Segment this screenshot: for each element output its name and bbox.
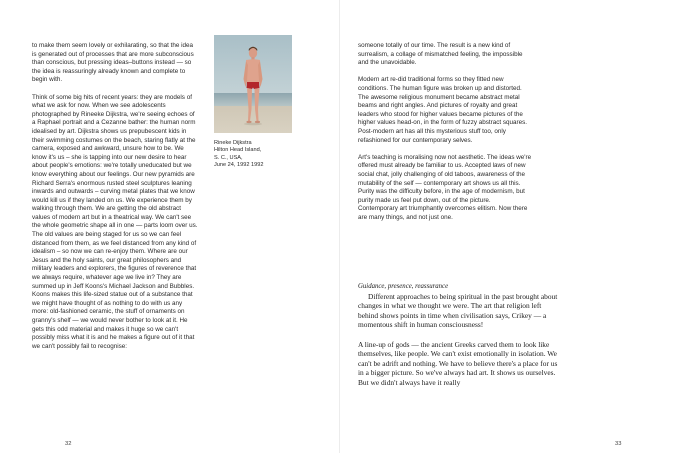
right-serif-section	[358, 282, 558, 388]
serif-paragraph: Different approaches to being spiritual in the past brought about changes in what we thought we were. The art that religion left behind shows points in time when civilisation says, Crikey — a momentous shift in human consciousness!	[358, 291, 558, 330]
caption-line: S. C., USA,	[214, 154, 243, 161]
paragraph: to make them seem lovely or exhilarating, so that the idea is generated out of processes that are more subconscious than conscious, but pressing ideas–buttons instead — so the idea is reassuringly already known and complete to begin with.	[32, 42, 194, 84]
page-number-left: 32	[65, 441, 72, 447]
photo-caption	[214, 140, 304, 169]
serif-paragraph: A line-up of gods — the ancient Greeks carved them to look like themselves, like people. We can't exist emotionally in isolation. We can't be adrift and nothing. We have to believe there's a place for us in a bigger picture. So we've always had art. It shows us ourselves. But we didn't always have it really	[358, 339, 558, 387]
section-heading: Guidance, presence, reassurance	[358, 283, 449, 290]
caption-line: Hilton Head Island,	[214, 147, 262, 154]
paragraph: someone totally of our time. The result is a new kind of surrealism, a collage of mismatched feeling, the impossible and the unavoidable.	[358, 42, 523, 67]
paragraph: Modern art re-did traditional forms so they fitted new conditions. The human figure was broken up and distorted. The awesome religious monument became abstract metal beams and right angles. And pictures of royalty and great leaders who stood for higher values became pictures of the higher values head-on, in the form of fuzzy abstract squares. Post-modern art has all this mysterious stuff too, only refashioned for our contemporary selves.	[358, 76, 528, 144]
right-text-column	[358, 42, 532, 222]
left-text-column	[32, 42, 198, 351]
caption-line: June 24, 1992 1992	[214, 161, 264, 168]
paragraph: Art's teaching is moralising now not aesthetic. The ideas we're offered must already be familiar to us. Accepted laws of new social chat, jolly challenging of old taboos, awareness of the mutability of the self — contemporary art shows us all this. Purity was the difficulty before, in the age of modernism, but purity made us feel put down, out of the picture. Contemporary art triumphantly overcomes elitism. Now there are many things, and not just one.	[358, 153, 532, 221]
caption-line: Rineke Dijkstra	[214, 140, 252, 146]
beach-photograph	[214, 35, 292, 133]
paragraph: Think of some big hits of recent years: they are models of what we ask for now. When we see adolescents photographed by Rineeke Dijkstra, we're seeing echoes of a Raphael portrait and a Cezanne bather: the human norm idealised by art. Dijkstra shows us prepubescent kids in their swimming costumes on the beach, staring flatly at the camera, exposed and awkward, unsure how to be. We know it's us – she is tapping into our new desire to hear about people's emotions: we're totally uneducated but we know everything about our feelings. Our new pyramids are Richard Serra's enormous rusted steel sculptures leaning inwards and outwards – curving metal plates that we know would kill us if they landed on us. We experience them by walking through them. We are getting the old abstract values of modern art but in a theatrical way. We can't see the whole geometric shape all in one — parts loom over us. The old values are being staged for us so we can feel distanced from them, as we feel distanced from any kind of idealism – so now we can re-enjoy them. Where are our Jesus and the holy saints, our great philosophers and military leaders and explorers, the figures of reverence that we always require, whatever age we live in? They are summed up in Jeff Koons's Michael Jackson and Bubbles. Koons makes this life-sized statue out of a substance that we might have thought of as nothing to do with us any more: old-fashioned ceramic, the stuff of ornaments on granny's shelf — we would never bother to look at it. He gets this odd material and makes it huge so we can't possibly miss what it is and he makes a figure out of it that we can't possibly fail to recognise:	[32, 93, 198, 350]
page-number-right: 33	[615, 441, 622, 447]
